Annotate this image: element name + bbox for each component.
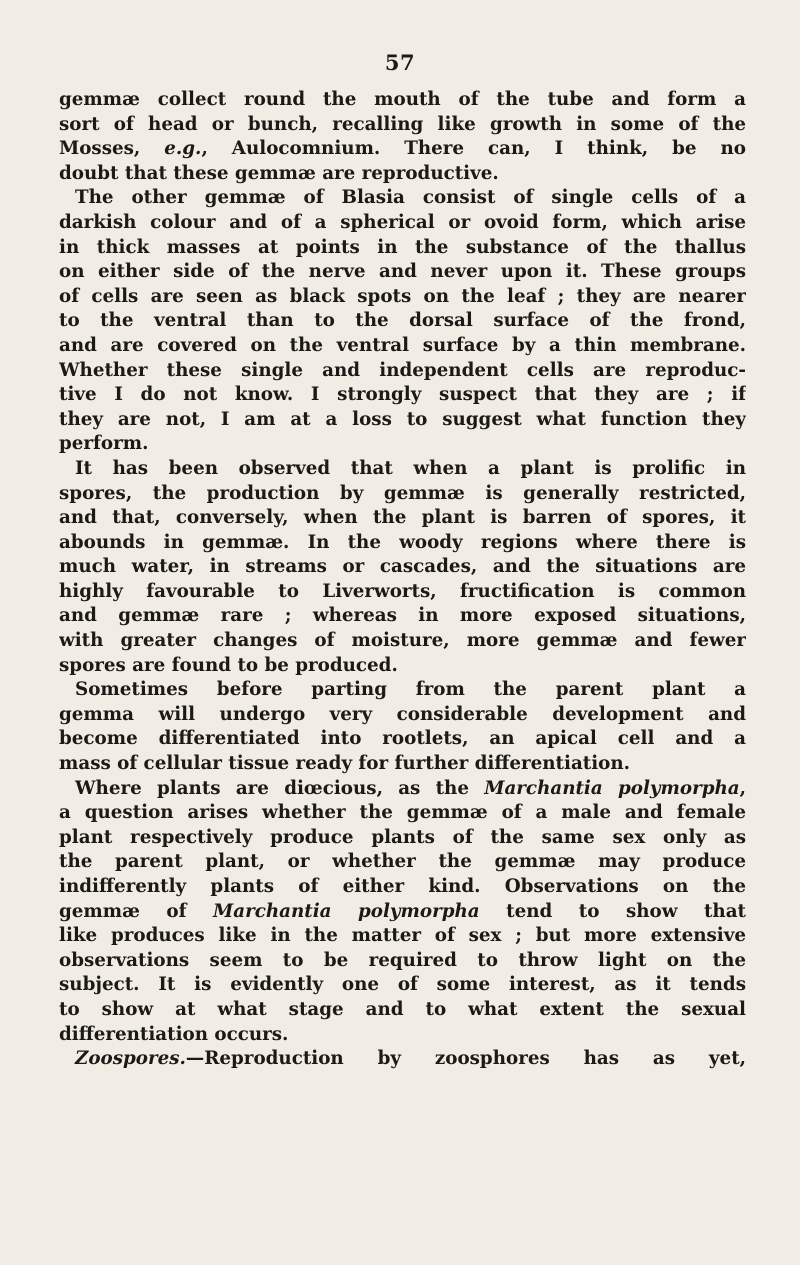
text-line — [59, 162, 746, 187]
text-line — [59, 900, 746, 925]
text-segment: become differentiated into rootlets, an apical cell and a — [59, 728, 746, 750]
text-segment: The other gemmæ of Blasia consist of single cells of a — [75, 187, 746, 209]
text-segment: It has been observed that when a plant is prolific in — [75, 457, 746, 479]
text-segment: doubt that these gemmæ are reproductive. — [59, 162, 499, 184]
text-line — [59, 334, 746, 359]
text-segment: plant respectively produce plants of the same sex only as — [59, 826, 746, 848]
text-line — [59, 408, 746, 433]
text-line — [59, 1023, 746, 1048]
text-line — [59, 309, 746, 334]
italic-text: e.g. — [164, 138, 202, 160]
text-segment: tive I do not know. I strongly suspect that they are ; if — [59, 384, 746, 406]
text-line — [59, 260, 746, 285]
text-line — [59, 604, 746, 629]
text-segment: mass of cellular tissue ready for further differentiation. — [59, 753, 631, 775]
italic-text: Zoospores. — [75, 1048, 186, 1070]
text-line — [59, 727, 746, 752]
text-line — [59, 777, 746, 802]
text-line — [59, 482, 746, 507]
text-line — [59, 826, 746, 851]
text-line — [59, 211, 746, 236]
italic-text: Marchantia polymorpha — [484, 777, 740, 799]
text-line — [59, 801, 746, 826]
text-line — [59, 875, 746, 900]
body-text — [59, 88, 746, 1072]
text-segment: spores, the production by gemmæ is generally restricted, — [59, 482, 746, 504]
text-segment: Mosses, — [59, 138, 165, 160]
text-segment: with greater changes of moisture, more gemmæ and fewer — [59, 630, 746, 652]
text-segment: differentiation occurs. — [59, 1023, 289, 1045]
text-segment: in thick masses at points in the substance of the thallus — [59, 236, 746, 258]
text-segment: highly favourable to Liverworts, fructification is common — [59, 580, 746, 602]
text-line — [59, 137, 746, 162]
text-line — [59, 654, 746, 679]
text-segment: gemma will undergo very considerable development and — [59, 703, 746, 725]
text-segment: like produces like in the matter of sex ; but more extensive — [59, 925, 746, 947]
text-segment: perform. — [59, 433, 149, 455]
text-line — [59, 506, 746, 531]
text-segment: to show at what stage and to what extent the sexual — [59, 998, 746, 1020]
text-line — [59, 850, 746, 875]
text-segment: Where plants are diœcious, as the — [75, 777, 485, 799]
text-line — [59, 703, 746, 728]
text-segment: darkish colour and of a spherical or ovoid form, which arise — [59, 211, 746, 233]
text-line — [59, 383, 746, 408]
text-line — [59, 752, 746, 777]
text-line — [59, 285, 746, 310]
text-line — [59, 998, 746, 1023]
text-segment: to the ventral than to the dorsal surface of the frond, — [59, 310, 746, 332]
text-line — [59, 186, 746, 211]
text-segment: gemmæ collect round the mouth of the tube and form a — [59, 89, 746, 110]
text-segment: and gemmæ rare ; whereas in more exposed situations, — [59, 605, 746, 627]
italic-text: Marchantia polymorpha — [213, 900, 480, 922]
text-segment: on either side of the nerve and never upon it. These groups — [59, 261, 746, 283]
text-segment: of cells are seen as black spots on the leaf ; they are nearer — [59, 285, 746, 307]
text-line — [59, 432, 746, 457]
text-segment: subject. It is evidently one of some interest, as it tends — [59, 974, 746, 996]
text-segment: they are not, I am at a loss to suggest what function they — [59, 408, 746, 430]
text-segment: and that, conversely, when the plant is barren of spores, it — [59, 507, 746, 529]
text-segment: observations seem to be required to throw light on the — [59, 949, 746, 971]
text-line — [59, 88, 746, 113]
text-segment: —Reproduction by zoosphores has as yet, — [185, 1048, 746, 1070]
text-line — [59, 113, 746, 138]
text-segment: , — [739, 777, 746, 799]
page-number: 57 — [384, 50, 416, 75]
text-segment: gemmæ of — [59, 900, 213, 922]
text-segment: a question arises whether the gemmæ of a male and female — [59, 802, 746, 824]
text-segment: abounds in gemmæ. In the woody regions where there is — [59, 531, 746, 553]
text-line — [59, 555, 746, 580]
text-segment: spores are found to be produced. — [59, 654, 398, 676]
text-segment: Whether these single and independent cells are reproduc- — [59, 359, 746, 381]
text-line — [59, 531, 746, 556]
text-segment: much water, in streams or cascades, and the situations are — [59, 556, 746, 578]
text-segment: indifferently plants of either kind. Observations on the — [59, 876, 746, 897]
text-line — [59, 678, 746, 703]
text-segment: the parent plant, or whether the gemmæ may produce — [59, 851, 746, 873]
text-segment: , Aulocomnium. There can, I think, be no — [201, 138, 746, 160]
text-line — [59, 949, 746, 974]
text-segment: Sometimes before parting from the parent plant a — [75, 679, 746, 701]
text-line — [59, 1047, 746, 1072]
text-line — [59, 973, 746, 998]
text-line — [59, 457, 746, 482]
text-segment: and are covered on the ventral surface by a thin membrane. — [59, 334, 746, 356]
text-segment: sort of head or bunch, recalling like growth in some of the — [59, 113, 746, 135]
text-line — [59, 580, 746, 605]
text-line — [59, 629, 746, 654]
text-line — [59, 359, 746, 384]
text-line — [59, 236, 746, 261]
text-line — [59, 924, 746, 949]
text-segment: tend to show that — [479, 900, 746, 922]
